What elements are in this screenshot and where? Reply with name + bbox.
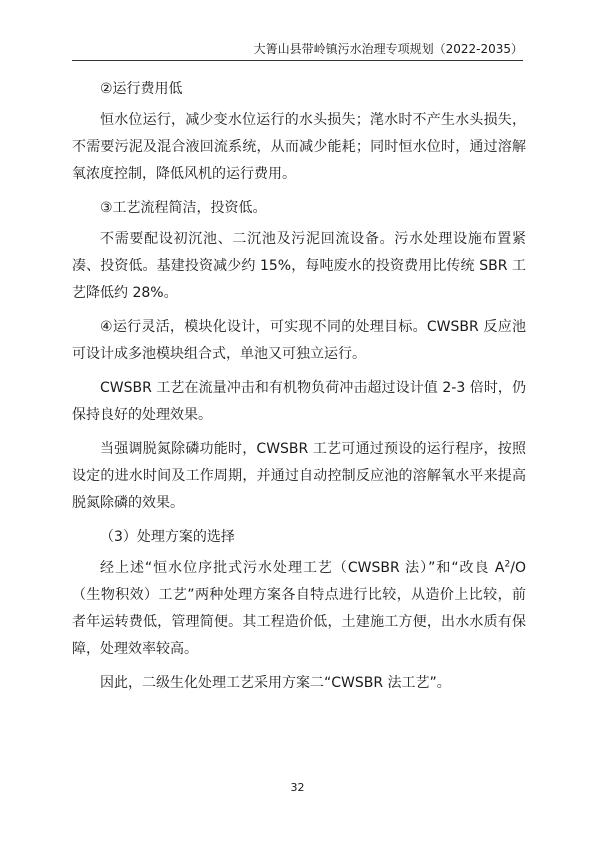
header-divider xyxy=(72,60,523,61)
paragraph-part: 经上述“恒水位序批式污水处理工艺（CWSBR 法）”和“改良 A xyxy=(100,560,505,576)
paragraph: ②运行费用低 xyxy=(100,81,183,97)
paragraph: ④运行灵活，模块化设计，可实现不同的处理目标。CWSBR 反应池可设计成多池模块组合式，单池又可独立运行。 xyxy=(72,319,526,362)
paragraph: 不需要配设初沉池、二沉池及污泥回流设备。污水处理设施布置紧凑、投资低。基建投资减少约 15%，每吨废水的投资费用比传统 SBR 工艺降低约 28%。 xyxy=(72,231,526,301)
paragraph: 因此，二级生化处理工艺采用方案二“CWSBR 法工艺”。 xyxy=(100,675,451,691)
paragraph: CWSBR 工艺在流量冲击和有机物负荷冲击超过设计值 2-3 倍时，仍保持良好的处理效果。 xyxy=(72,380,526,423)
page-header: 大箐山县带岭镇污水治理专项规划（2022-2035） xyxy=(253,42,523,56)
paragraph: ③工艺流程简洁，投资低。 xyxy=(100,200,267,216)
superscript: 2 xyxy=(504,559,511,570)
paragraph: 当强调脱氮除磷功能时，CWSBR 工艺可通过预设的运行程序，按照设定的进水时间及工作周期，并通过自动控制反应池的溶解氧水平来提高脱氮除磷的效果。 xyxy=(72,441,526,511)
paragraph xyxy=(72,555,526,663)
page-number: 32 xyxy=(290,781,305,794)
section-heading: （3）处理方案的选择 xyxy=(100,529,235,545)
paragraph-part: /O（生物积效）工艺”两种处理方案各自特点进行比较，从造价上比较，前者年运转费低，管理简便。其工程造价低，土建施工方便，出水水质有保障，处理效率较高。 xyxy=(72,560,526,657)
paragraph: 恒水位运行，减少变水位运行的水头损失；滗水时不产生水头损失，不需要污泥及混合液回流系统，从而减少能耗；同时恒水位时，通过溶解氧浓度控制，降低风机的运行费用。 xyxy=(72,112,526,182)
body-text xyxy=(72,76,526,704)
